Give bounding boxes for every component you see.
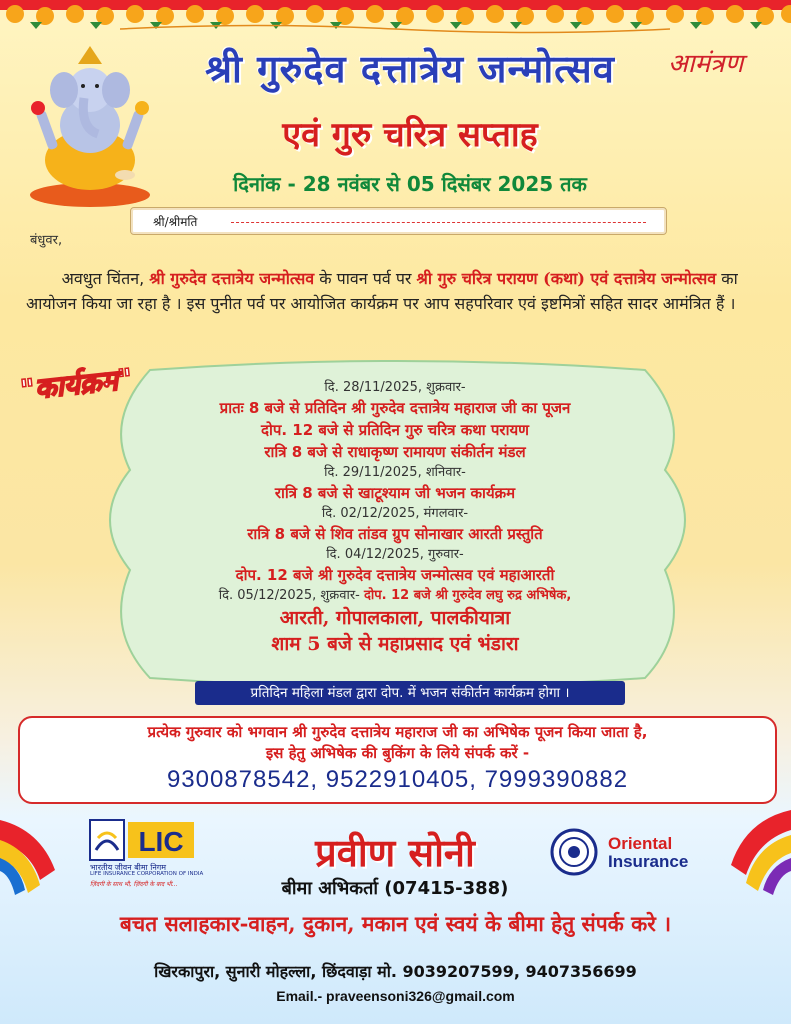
program-date-4: दि. 04/12/2025, गुरुवार-	[326, 547, 464, 562]
agent-role: बीमा अभिकर्ता (07415-388)	[281, 878, 509, 899]
agent-name: प्रवीण सोनी	[315, 830, 475, 875]
program-event-1c: रात्रि 8 बजे से राधाकृष्ण रामायण संकीर्तन मंडल	[264, 443, 526, 461]
program-date-3: दि. 02/12/2025, मंगलवार-	[321, 506, 469, 521]
guest-name-line	[231, 222, 646, 223]
program-event-5: दोप. 12 बजे श्री गुरुदेव लघु रुद्र अभिषेक,	[364, 588, 572, 603]
page-subtitle: एवं गुरु चरित्र सप्ताह	[282, 115, 538, 155]
lic-block	[88, 818, 204, 892]
email-line: Email.- praveensoni326@gmail.com	[276, 988, 515, 1004]
para-text-a: अवधुत चिंतन,	[61, 269, 145, 288]
program-event-4: दोप. 12 बजे श्री गुरुदेव दत्तात्रेय जन्मोत्सव एवं महाआरती	[235, 566, 555, 584]
thursday-abhishek-box	[18, 716, 777, 804]
oriental-insurance-block	[550, 822, 730, 882]
program-event-3: रात्रि 8 बजे से शिव तांडव ग्रुप सोनाखार आरती प्रस्तुति	[247, 525, 543, 543]
lic-logo-text: LIC	[138, 826, 184, 857]
thursday-line-1: प्रत्येक गुरुवार को भगवान श्री गुरुदेव दत्तात्रेय महाराज जी का अभिषेक पूजन किया जाता है,	[147, 723, 648, 741]
ribbon-left	[0, 800, 70, 895]
ganesha-illustration	[20, 40, 160, 210]
program-heading: "कार्यक्रम"	[18, 362, 134, 407]
lic-logo-icon	[88, 818, 196, 862]
invitation-paragraph	[26, 266, 766, 316]
booking-phones: 9300878542, 9522910405, 7999390882	[166, 766, 629, 793]
invitation-tag: आमंत्रण	[668, 49, 744, 79]
oriental-seal-icon	[550, 828, 598, 876]
program-event-5c: शाम 5 बजे से महाप्रसाद एवं भंडारा	[271, 633, 519, 655]
guest-name-box	[130, 207, 667, 235]
lic-hindi: भारतीय जीवन बीमा निगम	[90, 863, 167, 872]
program-event-1b: दोप. 12 बजे से प्रतिदिन गुरु चरित्र कथा परायण	[260, 421, 530, 439]
daily-note: प्रतिदिन महिला मंडल द्वारा दोप. में भजन संकीर्तन कार्यक्रम होगा ।	[195, 681, 625, 705]
thursday-line-2: इस हेतु अभिषेक की बुकिंग के लिये संपर्क करें -	[265, 744, 530, 762]
lic-tagline: ज़िंदगी के साथ भी, ज़िंदगी के बाद भी...	[90, 881, 178, 888]
program-event-1a: प्रातः 8 बजे से प्रतिदिन श्री गुरुदेव दत्तात्रेय महाराज जी का पूजन	[219, 399, 571, 417]
oriental-word-2: Insurance	[608, 852, 689, 871]
date-range: दिनांक - 28 नवंबर से 05 दिसंबर 2025 तक	[233, 172, 587, 196]
salutation: बंधुवर,	[30, 233, 63, 248]
para-text-b: के पावन पर्व पर	[319, 269, 412, 288]
program-date-1: दि. 28/11/2025, शुक्रवार-	[324, 380, 466, 395]
services-line: बचत सलाहकार-वाहन, दुकान, मकान एवं स्वयं के बीमा हेतु संपर्क करे ।	[119, 911, 672, 936]
program-event-5b: आरती, गोपालकाला, पालकीयात्रा	[279, 607, 511, 629]
lic-english: LIFE INSURANCE CORPORATION OF INDIA	[90, 871, 204, 877]
program-list	[115, 378, 675, 657]
header-ornament	[120, 22, 670, 36]
program-event-2: रात्रि 8 बजे से खाटूश्याम जी भजन कार्यक्रम	[274, 484, 516, 502]
para-text-c: का आयोजन किया जा रहा है । इस पुनीत पर्व पर आयोजित कार्यक्रम पर आप सहपरिवार एवं इष्टमित्रों सहित सादर आमंत्रित हैं ।	[26, 269, 738, 313]
oriental-word-1: Oriental	[608, 834, 673, 853]
program-date-5: दि. 05/12/2025, शुक्रवार-	[218, 588, 360, 603]
page-title: श्री गुरुदेव दत्तात्रेय जन्मोत्सव	[205, 46, 615, 91]
para-highlight-1: श्री गुरुदेव दत्तात्रेय जन्मोत्सव	[149, 269, 315, 288]
address-line: खिरकापुरा, सुनारी मोहल्ला, छिंदवाड़ा मो. 9039207599, 9407356699	[154, 962, 637, 981]
program-date-2: दि. 29/11/2025, शनिवार-	[324, 465, 466, 480]
para-highlight-2: श्री गुरु चरित्र परायण (कथा) एवं दत्तात्रेय जन्मोत्सव	[416, 269, 717, 288]
program-row-5	[115, 586, 675, 605]
guest-name-label: श्री/श्रीमति	[153, 215, 198, 229]
